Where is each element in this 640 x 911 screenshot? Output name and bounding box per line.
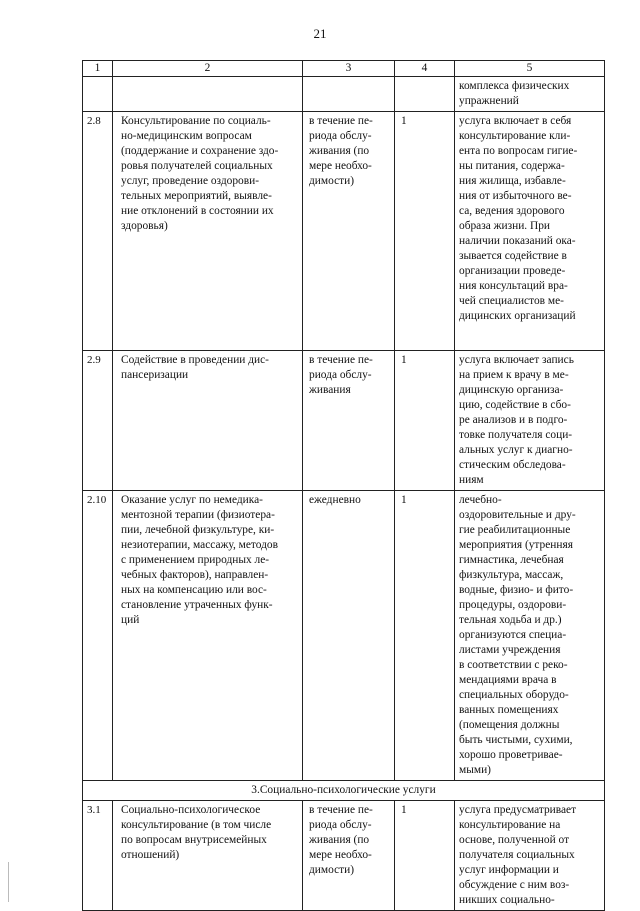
cell-volume bbox=[395, 77, 455, 112]
table-row bbox=[83, 801, 605, 911]
cell-name: Консультирование по социаль- но-медицинским вопросам (поддержание и сохранение здо- ровья получателей социальных услуг, проведение оздорови- тельных мероприятий, выявле- ние отклонений в состоянии их здоровья) bbox=[113, 112, 303, 351]
page-number: 21 bbox=[313, 26, 327, 41]
header-cell: 4 bbox=[395, 61, 455, 77]
cell-term: в течение пе- риода обслу- живания (по мере необхо- димости) bbox=[303, 112, 395, 351]
cell-num: 3.1 bbox=[83, 801, 113, 911]
cell-description: услуга включает запись на прием к врачу в ме- дицинскую организа- цию, содействие в сбо- ре анализов и в подго- товке получателя соци- альных услуг к диагно- стическим обследова- ниям bbox=[455, 351, 605, 491]
cell-volume: 1 bbox=[395, 112, 455, 351]
cell-term: в течение пе- риода обслу- живания bbox=[303, 351, 395, 491]
cell-num: 2.8 bbox=[83, 112, 113, 351]
header-cell: 1 bbox=[83, 61, 113, 77]
section-header-row bbox=[83, 781, 605, 801]
cell-num: 2.10 bbox=[83, 491, 113, 781]
cell-volume: 1 bbox=[395, 491, 455, 781]
header-cell: 5 bbox=[455, 61, 605, 77]
header-cell: 3 bbox=[303, 61, 395, 77]
cell-description: лечебно- оздоровительные и дру- гие реабилитационные мероприятия (утренняя гимнастика, лечебная физкультура, массаж, водные, физио- и фито- процедуры, оздорови- тельная ходьба и др.) организуются специа- листами учреждения в соответствии с реко- мендациями врача в специальных оборудо- ванных помещениях (помещения должны быть чистыми, сухими, хорошо проветривае- мыми) bbox=[455, 491, 605, 781]
table-row bbox=[83, 351, 605, 491]
section-title: 3.Социально-психологические услуги bbox=[83, 781, 605, 801]
cell-description: услуга включает в себя консультирование кли- ента по вопросам гигие- ны питания, содержа- ния жилища, избавле- ния от избыточного ве- са, ведения здорового образа жизни. При наличии показаний ока- зывается содействие в организации проведе- ния консультаций вра- чей специалистов ме- дицинских организаций bbox=[455, 112, 605, 351]
cell-volume: 1 bbox=[395, 801, 455, 911]
cell-volume: 1 bbox=[395, 351, 455, 491]
table-row bbox=[83, 491, 605, 781]
table-row bbox=[83, 77, 605, 112]
cell-num: 2.9 bbox=[83, 351, 113, 491]
cell-description: услуга предусматривает консультирование на основе, полученной от получателя социальных услуг информации и обсуждение с ним воз- никших социально- bbox=[455, 801, 605, 911]
cell-num bbox=[83, 77, 113, 112]
cell-name bbox=[113, 77, 303, 112]
cell-name: Оказание услуг по немедика- ментозной терапии (физиотера- пии, лечебной физкультуре, ки- незиотерапии, массажу, методов с применением природных ле- чебных факторов), направлен- ных на компенсацию или вос- становление утраченных функ- ций bbox=[113, 491, 303, 781]
cell-name: Социально-психологическое консультирование (в том числе по вопросам внутрисемейных отношений) bbox=[113, 801, 303, 911]
table-row bbox=[83, 112, 605, 351]
cell-term bbox=[303, 77, 395, 112]
cell-term: ежедневно bbox=[303, 491, 395, 781]
cell-name: Содействие в проведении дис- пансеризации bbox=[113, 351, 303, 491]
cell-description: комплекса физических упражнений bbox=[455, 77, 605, 112]
table-header-row bbox=[83, 61, 605, 77]
services-table bbox=[82, 60, 605, 911]
cell-term: в течение пе- риода обслу- живания (по мере необхо- димости) bbox=[303, 801, 395, 911]
header-cell: 2 bbox=[113, 61, 303, 77]
scan-edge-mark bbox=[8, 862, 9, 902]
